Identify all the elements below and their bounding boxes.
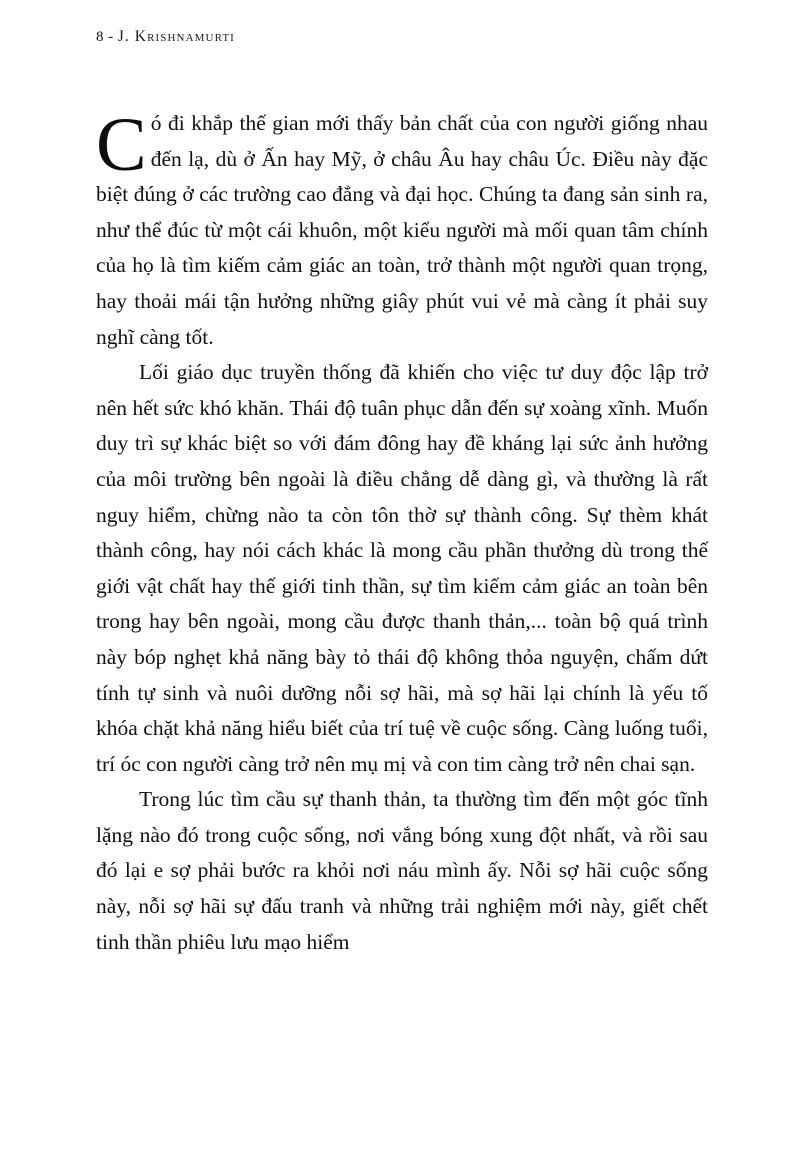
drop-cap: C bbox=[96, 103, 147, 187]
paragraph-1-text: ó đi khắp thế gian mới thấy bản chất của con người giống nhau đến lạ, dù ở Ấn hay Mỹ, ở châu Âu hay châu Úc. Điều này đặc biệt đúng ở các trường cao đẳng và đại học. Chúng ta đang sản sinh ra, như thể đúc từ một cái khuôn, một kiểu người mà mối quan tâm chính của họ là tìm kiếm cảm giác an toàn, trở thành một người quan trọng, hay thoải mái tận hưởng những giây phút vui vẻ mà càng ít phải suy nghĩ càng tốt. bbox=[96, 111, 708, 349]
paragraph-1 bbox=[96, 103, 708, 355]
running-head bbox=[96, 28, 235, 46]
running-head-author: J. Krishnamurti bbox=[117, 28, 235, 45]
running-head-separator: - bbox=[108, 29, 114, 45]
paragraph-2: Lối giáo dục truyền thống đã khiến cho việc tư duy độc lập trở nên hết sức khó khăn. Thái độ tuân phục dẫn đến sự xoàng xĩnh. Muốn duy trì sự khác biệt so với đám đông hay đề kháng lại sức ảnh hưởng của môi trường bên ngoài là điều chẳng dễ dàng gì, và thường là rất nguy hiểm, chừng nào ta còn tôn thờ sự thành công. Sự thèm khát thành công, hay nói cách khác là mong cầu phần thưởng dù trong thế giới vật chất hay thế giới tinh thần, sự tìm kiếm cảm giác an toàn bên trong hay bên ngoài, mong cầu được thanh thản,... toàn bộ quá trình này bóp nghẹt khả năng bày tỏ thái độ không thỏa nguyện, chấm dứt tính tự sinh và nuôi dưỡng nỗi sợ hãi, mà sợ hãi lại chính là yếu tố khóa chặt khả năng hiểu biết của trí tuệ về cuộc sống. Càng luống tuổi, trí óc con người càng trở nên mụ mị và con tim càng trở nên chai sạn. bbox=[96, 360, 708, 776]
page-number: 8 bbox=[96, 29, 105, 45]
body-text bbox=[96, 103, 708, 960]
paragraph-3: Trong lúc tìm cầu sự thanh thản, ta thường tìm đến một góc tĩnh lặng nào đó trong cuộc sống, nơi vắng bóng xung đột nhất, và rồi sau đó lại e sợ phải bước ra khỏi nơi náu mình ấy. Nỗi sợ hãi cuộc sống này, nỗi sợ hãi sự đấu tranh và những trải nghiệm mới này, giết chết tinh thần phiêu lưu mạo hiểm bbox=[96, 787, 708, 954]
